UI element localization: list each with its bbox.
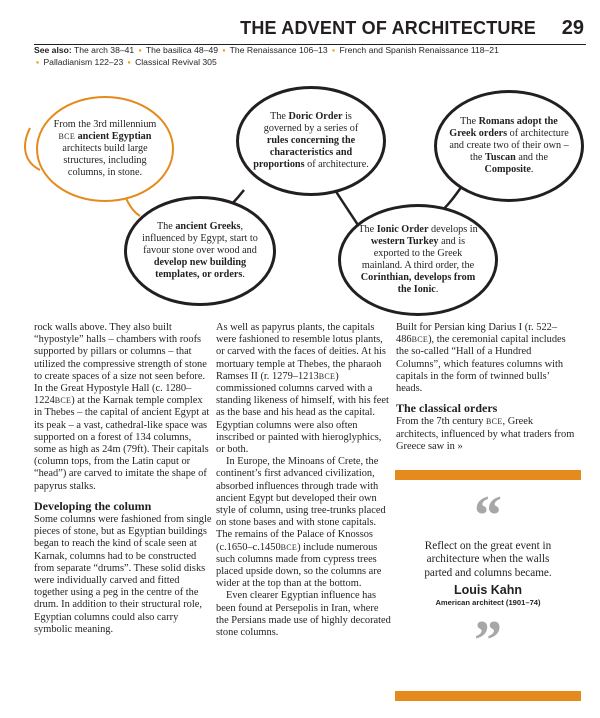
paragraph: rock walls above. They also built “hypostyle” halls – chambers with roofs supported by pillars or columns – that utilized the compressive strength of stone to create spaces of a size not seen before. In the Great Hypostyle Hall (c. 1280–1224BCE) at the Karnak temple complex in Thebes – the capital of ancient Egypt at its peak – a vast, cathedral-like space was supported on a forest of 134 columns, some as high as 24m (79ft). Their capitals (column tops, from the Latin caput or “head”) are carved to imitate the shape of papyrus stalks. — [34, 322, 210, 492]
bullet-separator: ▪ — [127, 57, 131, 67]
page-number: 29 — [561, 17, 584, 39]
quote-author: Louis Kahn — [453, 583, 523, 598]
text-column-3 — [396, 322, 578, 453]
flow-diagram — [0, 78, 600, 318]
bubble-romans: The Romans adopt the Greek orders of architecture and create two of their own – the Tuscan and the Composite. — [434, 90, 584, 202]
bubble-egypt: From the 3rd millennium BCE ancient Egyptian architects build large structures, including columns, in stone. — [36, 96, 174, 202]
section-heading: Developing the column — [34, 498, 152, 513]
paragraph: In Europe, the Minoans of Crete, the continent’s first advanced civilization, absorbed influences through trade with ancient Egypt but developed their own style of column, using tree-trunks placed on stone bases and with stone capitals. The remains of the Palace of Knossos (c.1650–c.1450BCE) include numerous such columns made from cypress trees placed upside down, so the columns are wider at the top than at the bottom. — [216, 456, 386, 590]
see-also-item[interactable]: Classical Revival 305 — [135, 57, 217, 67]
text-column-2 — [216, 322, 392, 639]
bullet-separator: ▪ — [138, 45, 142, 55]
paragraph: As well as papyrus plants, the capitals were fashioned to resemble lotus plants, or carved with the faces of deities. At his mortuary temple at Thebes, the pharaoh Ramses II (r. 1279–1213BCE) commissioned columns carved with a standing likeness of himself, with his feet as the base and his head as the capital. Egyptian columns were also often inscribed or painted with hieroglyphics, or both. — [216, 322, 389, 456]
pull-quote — [395, 470, 581, 701]
paragraph: Even clearer Egyptian influence has been found at Persepolis in Iran, where the Persians made use of highly decorated stone columns. — [216, 590, 391, 639]
bubble-greeks: The ancient Greeks, influenced by Egypt, start to favour stone over wood and develop new building templates, or orders. — [124, 196, 276, 306]
see-also — [34, 44, 574, 68]
bubble-doric: The Doric Order is governed by a series of rules concerning the characteristics and proportions of architecture. — [236, 86, 386, 196]
open-quote-icon: “ — [474, 485, 502, 547]
paragraph: From the 7th century BCE, Greek architects, influenced by what traders from Greece saw in » — [396, 416, 575, 452]
see-also-label: See also: — [34, 45, 72, 55]
see-also-item[interactable]: French and Spanish Renaissance 118–21 — [339, 45, 499, 55]
section-heading: The classical orders — [396, 401, 498, 416]
see-also-item[interactable]: Palladianism 122–23 — [43, 57, 124, 67]
quote-author-role: American architect (1901–74) — [435, 598, 541, 608]
close-quote-icon: ” — [474, 610, 502, 673]
text-column-1 — [34, 322, 212, 636]
see-also-item[interactable]: The basilica 48–49 — [145, 45, 218, 55]
paragraph: Some columns were fashioned from single pieces of stone, but as Egyptian buildings began to reach the kind of scale seen at Karnak, columns had to be constructed from separate “drums”. These solid disks were individually carved and fitted together using a peg in the centre of the drum. In addition to their structural role, Egyptian columns could also carry symbolic meaning. — [34, 514, 212, 635]
see-also-item[interactable]: The Renaissance 106–13 — [229, 45, 328, 55]
see-also-item[interactable]: The arch 38–41 — [73, 45, 135, 55]
bullet-separator: ▪ — [36, 57, 40, 67]
bubble-ionic: The Ionic Order develops in western Turkey and is exported to the Greek mainland. A third order, the Corinthian, develops from the Ionic. — [338, 204, 498, 316]
page-header — [34, 12, 586, 45]
chapter-title: THE ADVENT OF ARCHITECTURE — [240, 18, 536, 38]
bullet-separator: ▪ — [332, 45, 336, 55]
paragraph: Built for Persian king Darius I (r. 522–486BCE), the ceremonial capital includes the so-called “Hall of a Hundred Columns”, which features columns with capitals in the form of twinned bulls’ heads. — [396, 322, 566, 395]
bullet-separator: ▪ — [222, 45, 226, 55]
quote-text: Reflect on the great event in architecture when the walls parted and columns became. — [424, 540, 552, 579]
